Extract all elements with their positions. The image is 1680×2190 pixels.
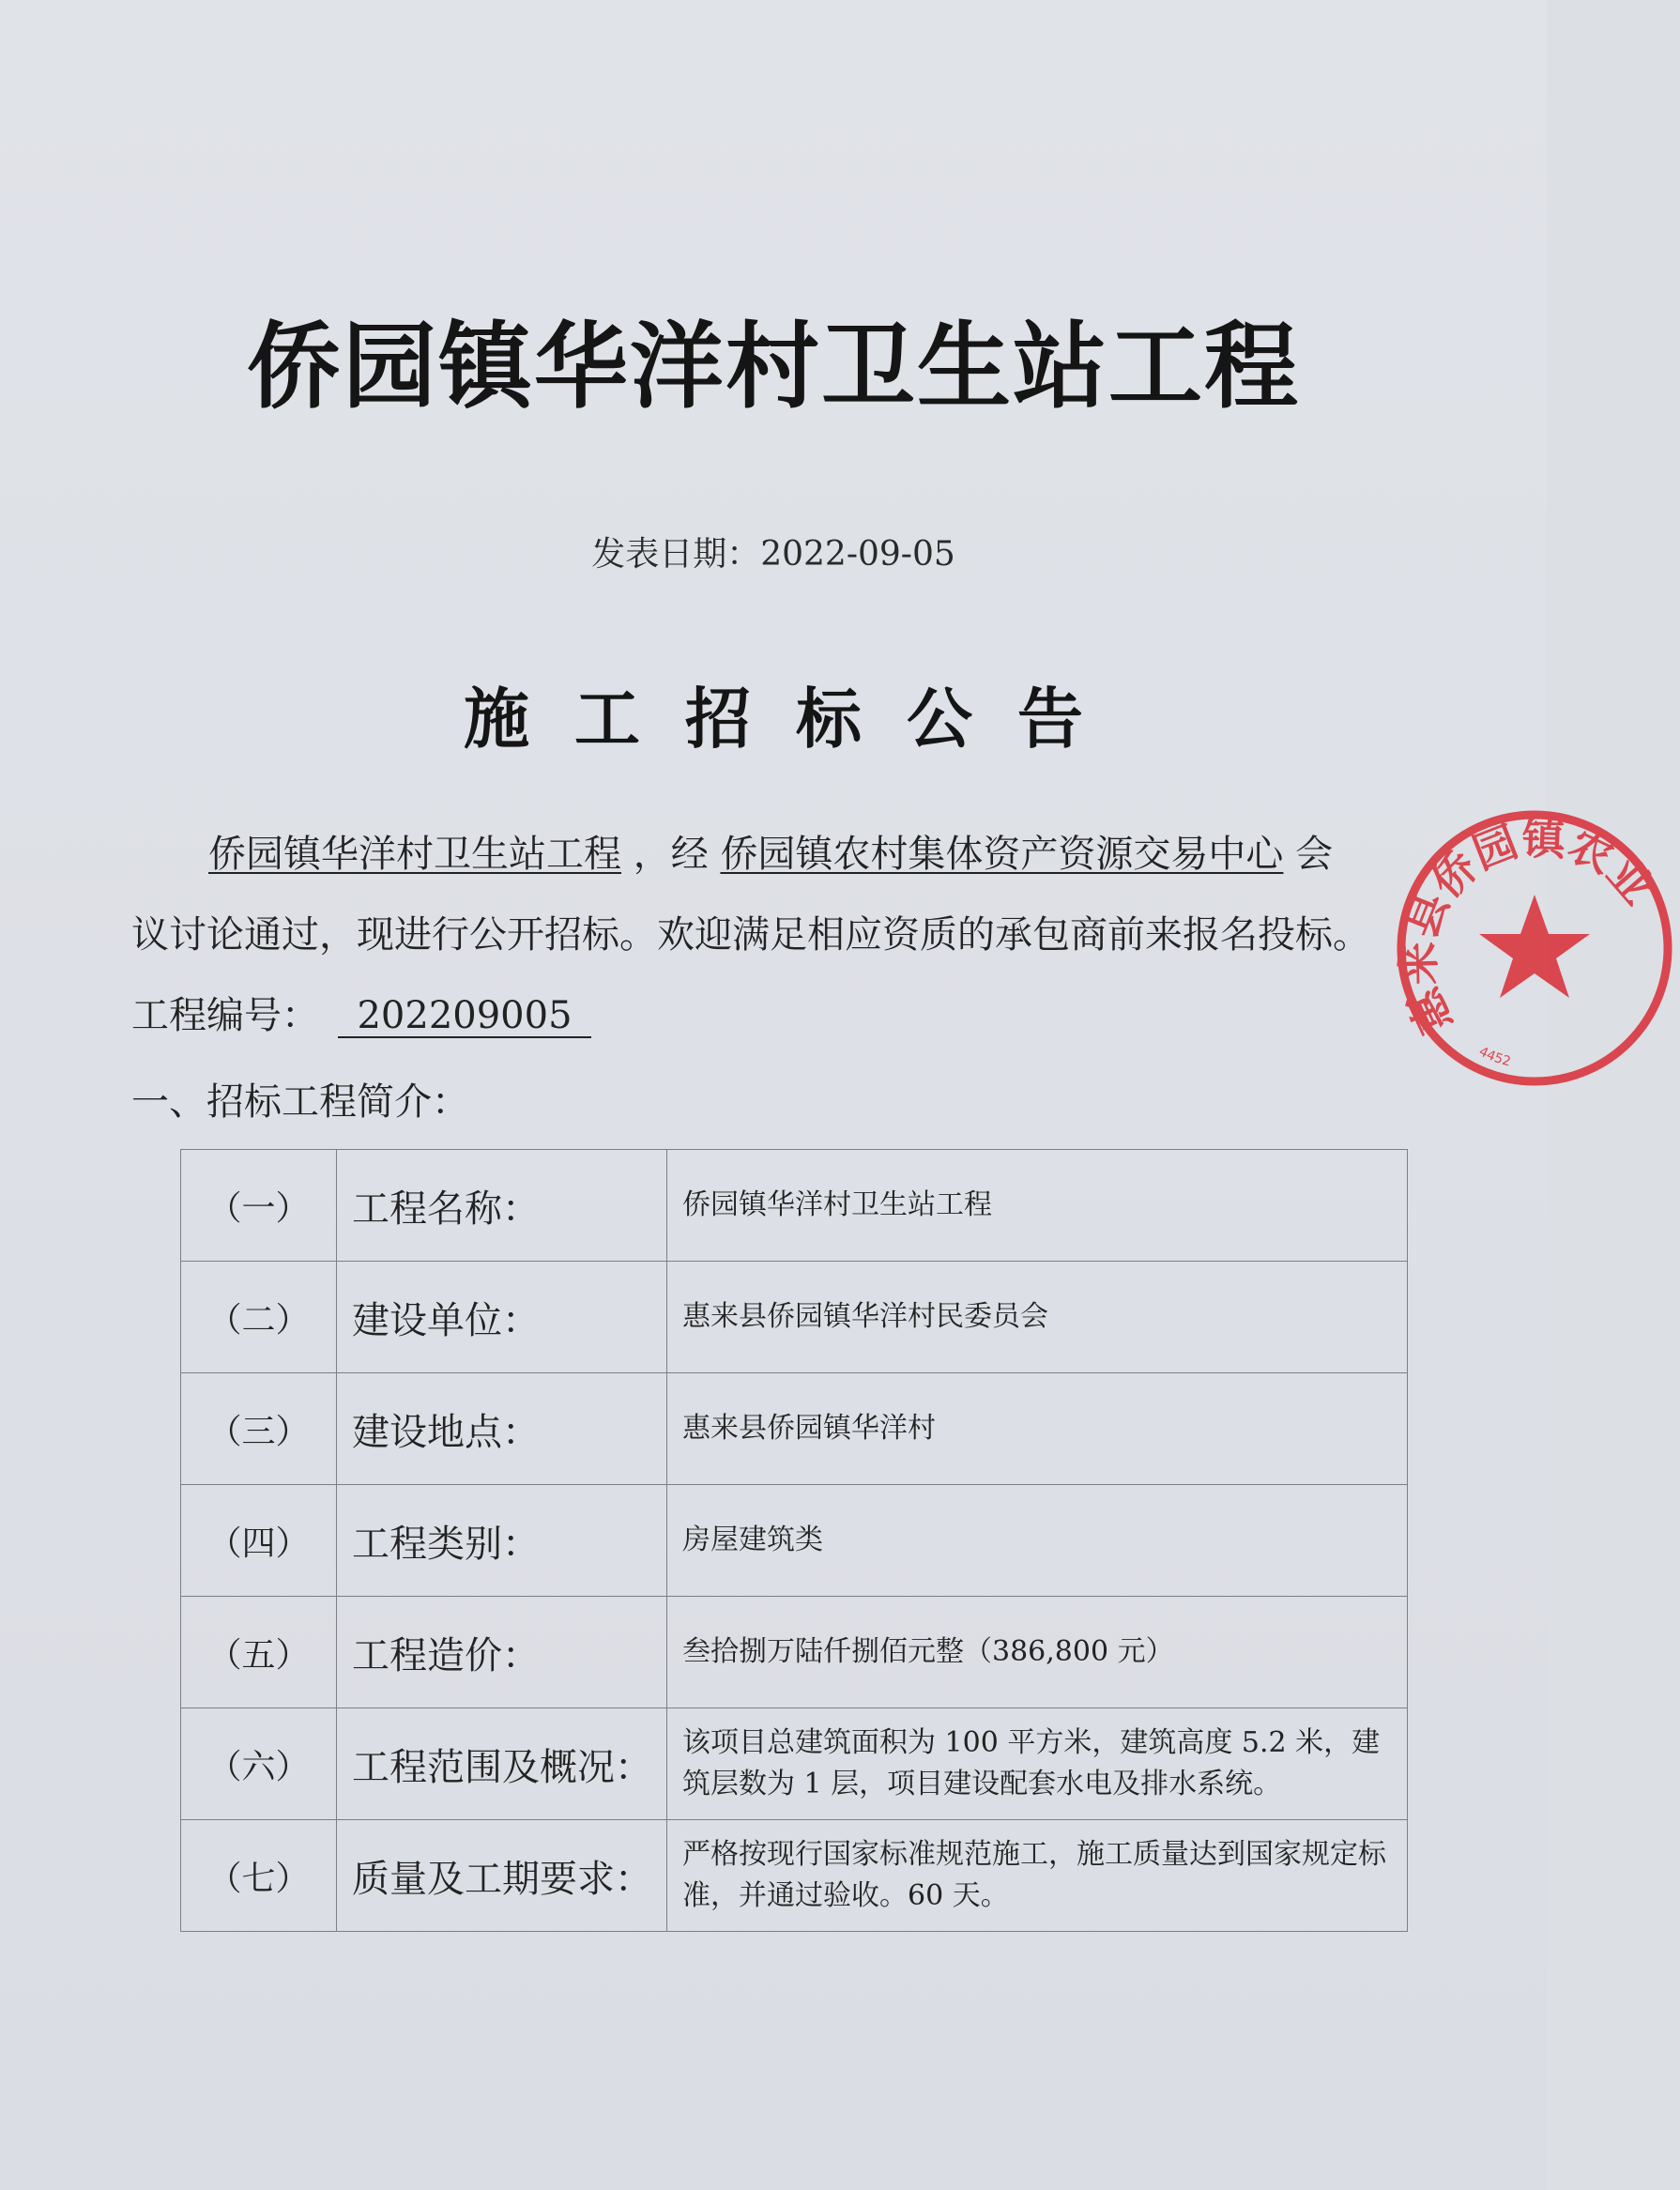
row-label: 建设地点：	[337, 1373, 667, 1485]
table-row	[181, 1373, 1408, 1485]
section-1-heading: 一、招标工程简介：	[131, 1080, 469, 1124]
notice-title: 施工招标公告	[464, 681, 1128, 758]
table-row	[181, 1262, 1408, 1373]
table-row	[181, 1597, 1408, 1708]
table-row	[181, 1820, 1408, 1932]
row-number: （五）	[181, 1597, 337, 1708]
table-row	[181, 1150, 1408, 1262]
project-number-label: 工程编号：	[131, 994, 319, 1037]
row-label: 质量及工期要求：	[337, 1820, 667, 1932]
table-row	[181, 1708, 1408, 1820]
row-value: 惠来县侨园镇华洋村民委员会	[667, 1262, 1408, 1373]
row-number: （七）	[181, 1820, 337, 1932]
row-number: （六）	[181, 1708, 337, 1820]
row-number: （三）	[181, 1373, 337, 1485]
intro-line-1	[208, 826, 1504, 882]
official-seal-stamp	[1389, 803, 1680, 1094]
row-number: （四）	[181, 1485, 337, 1597]
intro-text-2: 会	[1295, 833, 1334, 876]
row-value: 该项目总建筑面积为 100 平方米，建筑高度 5.2 米，建筑层数为 1 层，项目建设配套水电及排水系统。	[667, 1708, 1408, 1820]
row-label: 工程名称：	[337, 1150, 667, 1262]
seal-number	[1476, 1044, 1512, 1069]
row-number: （一）	[181, 1150, 337, 1262]
project-number-value: 202209005	[338, 995, 591, 1038]
project-number-line	[131, 988, 1427, 1044]
project-info-table	[180, 1149, 1408, 1932]
row-value: 叁拾捌万陆仟捌佰元整（386,800 元）	[667, 1597, 1408, 1708]
publish-date: 发表日期：2022-09-05	[591, 535, 955, 574]
row-number: （二）	[181, 1262, 337, 1373]
row-value: 房屋建筑类	[667, 1485, 1408, 1597]
intro-line-2: 议讨论通过，现进行公开招标。欢迎满足相应资质的承包商前来报名投标。	[131, 913, 1370, 957]
row-value: 侨园镇华洋村卫生站工程	[667, 1150, 1408, 1262]
intro-organizer: 侨园镇农村集体资产资源交易中心	[720, 833, 1284, 876]
row-value: 惠来县侨园镇华洋村	[667, 1373, 1408, 1485]
row-label: 工程类别：	[337, 1485, 667, 1597]
intro-project-name: 侨园镇华洋村卫生站工程	[208, 833, 621, 876]
seal-text-path: 惠来县侨园镇农业	[1392, 813, 1664, 1042]
table-row	[181, 1485, 1408, 1597]
row-value: 严格按现行国家标准规范施工，施工质量达到国家规定标准，并通过验收。60 天。	[667, 1820, 1408, 1932]
row-label: 工程范围及概况：	[337, 1708, 667, 1820]
row-label: 建设单位：	[337, 1262, 667, 1373]
row-label: 工程造价：	[337, 1597, 667, 1708]
intro-text-1: ，经	[633, 833, 709, 876]
document-title: 侨园镇华洋村卫生站工程	[247, 312, 1300, 421]
seal-star-icon	[1479, 895, 1590, 998]
seal-number-path: 4452	[1476, 1044, 1513, 1070]
